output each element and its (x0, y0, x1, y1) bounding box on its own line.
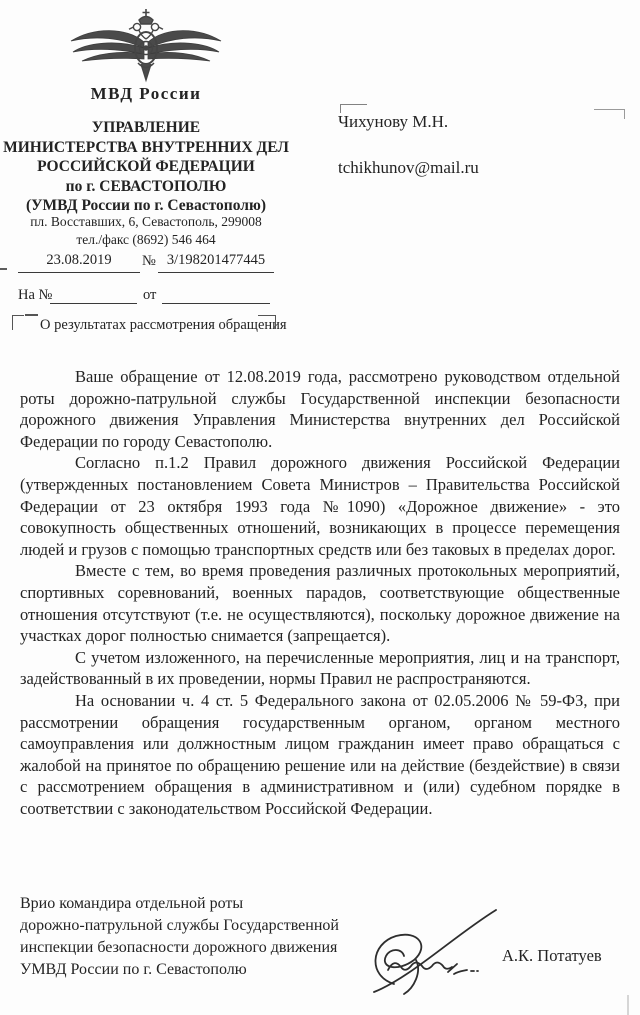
body-paragraph: На основании ч. 4 ст. 5 Федерального закона от 02.05.2006 № 59-ФЗ, при рассмотрении обращения государственным органом, органом местного самоуправления или должностным лицом гражданин имеет право обращаться с жалобой на принятое по обращению решение или на действие (бездействие) в связи с рассмотрением обращения в административном и (или) судебном порядке в соответствии с законодательством Российской Федерации. (20, 690, 620, 818)
handwritten-signature-icon (350, 898, 508, 1000)
signer-title-block (20, 893, 339, 981)
org-line: по г. СЕВАСТОПОЛЮ (65, 177, 227, 195)
letter-number: 3/198201477445 (158, 252, 274, 273)
signer-title-line: дорожно-патрульной службы Государственной (20, 917, 339, 934)
org-address-block (0, 213, 292, 249)
letter-date: 23.08.2019 (18, 252, 140, 273)
signer-title-line: Врио командира отдельной роты (20, 895, 244, 912)
org-name-block (0, 118, 292, 216)
mvd-double-eagle-emblem-icon (68, 6, 224, 84)
org-address: пл. Восставших, 6, Севастополь, 299008 (30, 214, 262, 229)
ref-na-label: На № (18, 287, 53, 303)
subject-corner-dash (25, 314, 38, 316)
body-paragraph: Согласно п.1.2 Правил дорожного движения Российской Федерации (утвержденных постановлением Совета Министров – Правительства Российской Федерации от 23 октября 1993 года №1090) «Дорожное движение» - это совокупность общественных отношений, возникающих в процессе перемещения людей и грузов с помощью транспортных средств или без таковых в пределах дорог. (20, 453, 620, 559)
scan-artifact-dash (0, 268, 7, 270)
org-line: МИНИСТЕРСТВА ВНУТРЕННИХ ДЕЛ (3, 138, 289, 156)
body-paragraph: Ваше обращение от 12.08.2019 года, рассмотрено руководством отдельной роты дорожно-патрульной службы Государственной инспекции безопасности дорожного движения Управления Министерства внутренних дел Российской Федерации по городу Севастополю. (20, 367, 620, 451)
org-phone: тел./факс (8692) 546 464 (76, 232, 216, 247)
body-paragraph: Вместе с тем, во время проведения различных протокольных мероприятий, спортивных соревнований, военных парадов, соответствующие общественные отношения отсутствуют (т.е. не осуществляются), поскольку дорожное движение на участках дорог полностью снимается (запрещается). (20, 561, 620, 646)
org-line: (УМВД России по г. Севастополю) (26, 197, 266, 215)
recipient-corner-mark-right (594, 109, 625, 119)
signer-name: А.К. Потатуев (502, 946, 602, 965)
subject-corner-mark-left (12, 315, 24, 330)
ref-date-blank (162, 287, 270, 304)
ref-ot-label: от (143, 287, 157, 303)
signer-title-line: УМВД России по г. Севастополю (20, 961, 247, 978)
org-line: РОССИЙСКОЙ ФЕДЕРАЦИИ (37, 158, 255, 176)
subject-line: О результатах рассмотрения обращения (40, 317, 287, 333)
agency-short-title: МВД России (90, 84, 202, 103)
scan-artifact-corner (627, 995, 629, 1015)
org-line: УПРАВЛЕНИЕ (91, 119, 201, 136)
subject-corner-mark-right (258, 315, 276, 329)
letter-body (20, 366, 620, 819)
signer-title-line: инспекции безопасности дорожного движения (20, 939, 338, 956)
number-sign: № (142, 253, 156, 269)
ref-number-blank (50, 287, 137, 304)
body-paragraph: С учетом изложенного, на перечисленные мероприятия, лиц и на транспорт, задействованный в их проведении, нормы Правил не распространяются. (20, 647, 620, 689)
recipient-name: Чихунову М.Н. (338, 112, 449, 131)
recipient-email: tchikhunov@mail.ru (338, 158, 479, 177)
